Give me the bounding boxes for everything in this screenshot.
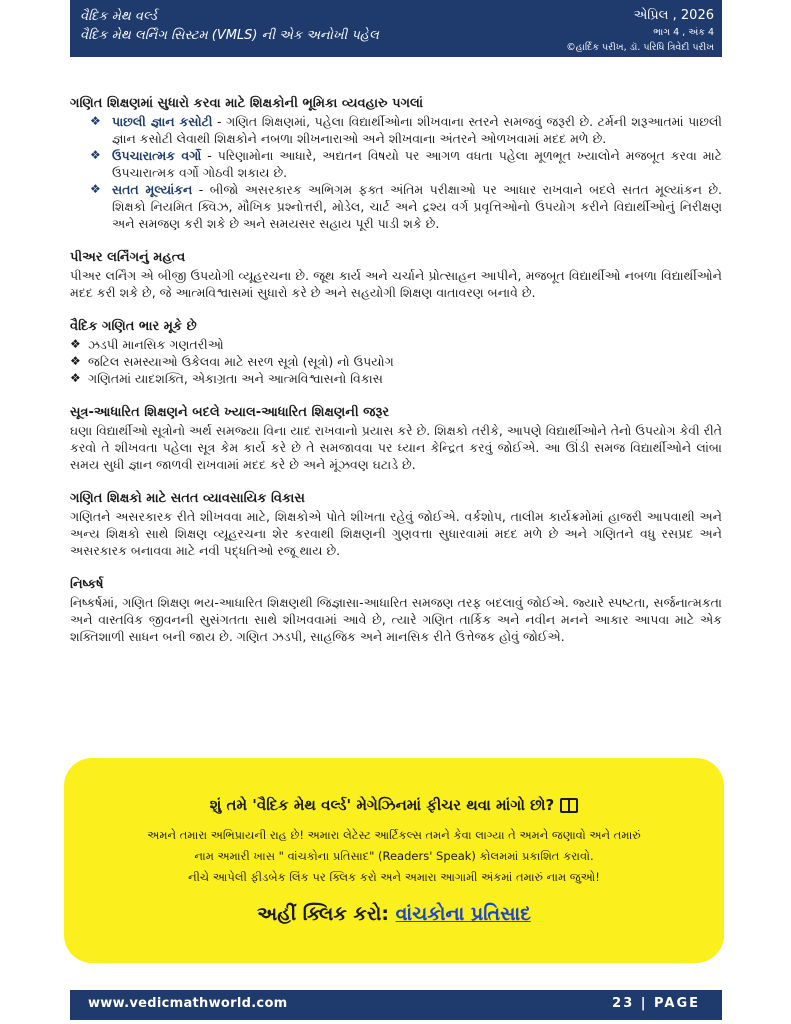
readers-speak-link[interactable]: વાંચકોના પ્રતિસાદ — [395, 903, 531, 925]
callout-body — [94, 825, 694, 888]
item-term: સતત મૂલ્યાંકન — [112, 182, 193, 197]
issue-date: એપ્રિલ , 2026 — [633, 8, 714, 23]
diamond-bullet-icon: ❖ — [90, 114, 101, 128]
item-text: - પરિણામોના આધારે, અદ્યતન વિષયો પર આગળ વધતા પહેલા મૂળભૂત ખ્યાલોને મજબૂત કરવા માટે ઉપચારાત્મક વર્ગો ગોઠવી શકાય છે. — [112, 148, 722, 180]
section-teacher-role — [70, 95, 722, 232]
diamond-bullet-icon: ❖ — [90, 182, 101, 196]
section-title: ગણિત શિક્ષણમાં સુધારો કરવા માટે શિક્ષકોની ભૂમિકા વ્યવહારુ પગલાં — [70, 96, 424, 111]
vedic-list — [70, 336, 722, 387]
section-paragraph: નિષ્કર્ષમાં, ગણિત શિક્ષણ ભય-આધારિત શિક્ષણથી જિજ્ઞાસા-આધારિત સમજણ તરફ બદલાવું જોઈએ. જ્યારે સ્પષ્ટતા, સર્જનાત્મકતા અને વાસ્તવિક જીવનની સુસંગતતા સાથે શીખવવામાં આવે છે, ત્યારે ગણિત તાર્કિક અને નવીન મનને આકાર આપવા માટે એક શક્તિશાળી સાધન બની જાય છે. ગણિત ઝડપી, સાહજિક અને માનસિક રીતે ઉત્તેજક હોવું જોઈએ. — [70, 595, 722, 644]
section-title: ગણિત શિક્ષકો માટે સતત વ્યાવસાયિક વિકાસ — [70, 491, 305, 506]
cta-prefix: અહીં ક્લિક કરો: — [257, 903, 390, 925]
section-title: પીઅર લર્નિંગનું મહત્વ — [70, 250, 186, 265]
list-item — [70, 147, 722, 181]
diamond-bullet-icon: ❖ — [70, 371, 81, 385]
section-professional-development — [70, 490, 722, 559]
page-header — [70, 0, 722, 57]
callout-line: અમને તમારા અભિપ્રાયની રાહ છે! અમારા લેટેસ્ટ આર્ટિકલ્સ તમને કેવા લાગ્યા તે અમને જણાવો અને તમારું — [147, 828, 641, 842]
section-paragraph: ઘણા વિદ્યાર્થીઓ સૂત્રોનો અર્થ સમજ્યા વિના યાદ રાખવાનો પ્રયાસ કરે છે. શિક્ષકો તરીકે, આપણે વિદ્યાર્થીઓને તેનો ઉપયોગ કેવી રીતે કરવો તે શીખવતા પહેલા સૂત્ર કેમ કાર્ય કરે છે તે સમજાવવા પર ધ્યાન કેન્દ્રિત કરવું જોઈએ. આ ઊંડી સમજ વિદ્યાર્થીઓને લાંબા સમય સુધી જ્ઞાન જાળવી રાખવામાં મદદ કરે છે અને મૂંઝવણ ઘટાડે છે. — [70, 423, 722, 472]
section-title: નિષ્કર્ષ — [70, 577, 104, 592]
list-item — [70, 181, 722, 232]
section-title: સૂત્ર-આધારિત શિક્ષણને બદલે ખ્યાલ-આધારિત શિક્ષણની જરૂર — [70, 405, 390, 420]
magazine-subtitle: વૈદિક મેથ લર્નિંગ સિસ્ટમ (VMLS) ની એક અનોખી પહેલ — [80, 28, 379, 43]
list-item — [70, 353, 722, 370]
section-title: વૈદિક ગણિત ભાર મૂકે છે — [70, 319, 197, 334]
section-conclusion — [70, 576, 722, 645]
list-item — [70, 370, 722, 387]
diamond-bullet-icon: ❖ — [70, 337, 81, 351]
callout-cta — [64, 903, 724, 925]
book-icon — [560, 798, 578, 813]
list-item — [70, 336, 722, 353]
diamond-bullet-icon: ❖ — [90, 148, 101, 162]
website-link[interactable]: www.vedicmathworld.com — [88, 996, 288, 1011]
item-text: ઝડપી માનસિક ગણતરીઓ — [88, 337, 224, 352]
item-term: પાછલી જ્ઞાન કસોટી — [112, 114, 213, 129]
header-meta — [566, 6, 714, 55]
diamond-bullet-icon: ❖ — [70, 354, 81, 368]
callout-line: નામ અમારી ખાસ " વાંચકોના પ્રતિસાદ" (Readers' Speak) કોલમમાં પ્રકાશિત કરાવો. — [194, 849, 594, 863]
item-text: - બીજો અસરકારક અભિગમ ફક્ત અંતિમ પરીક્ષાઓ પર આધાર રાખવાને બદલે સતત મૂલ્યાંકન છે. શિક્ષકો નિયમિત ક્વિઝ, મૌખિક પ્રશ્નોત્તરી, મોડેલ, ચાર્ટ અને દ્રશ્ય વર્ગ પ્રવૃત્તિઓનો ઉપયોગ કરીને વિદ્યાર્થીઓનું નિરીક્ષણ અને સમજણ કરી શકે છે અને સમયસર સહાય પૂરી પાડી શકે છે. — [112, 182, 722, 231]
callout-title-text: શું તમે 'વૈદિક મેથ વર્લ્ડ' મેગેઝિનમાં ફીચર થવા માંગો છો? — [209, 796, 555, 814]
list-item — [70, 113, 722, 147]
issue-number: ભાગ 4 , અંક 4 — [653, 27, 714, 38]
section-vedic-emphasis — [70, 318, 722, 387]
item-text: જટિલ સમસ્યાઓ ઉકેલવા માટે સરળ સૂત્રો (સૂત્રો) નો ઉપયોગ — [88, 354, 394, 369]
feedback-callout — [64, 758, 724, 963]
item-text: ગણિતમાં યાદશક્તિ, એકાગ્રતા અને આત્મવિશ્વાસનો વિકાસ — [88, 371, 383, 386]
article-body — [70, 95, 722, 645]
item-term: ઉપચારાત્મક વર્ગો — [112, 148, 202, 163]
header-title-block — [80, 7, 379, 45]
item-text: - ગણિત શિક્ષણમાં, પહેલા વિદ્યાર્થીઓના શીખવાના સ્તરને સમજવું જરૂરી છે. ટર્મની શરૂઆતમાં પાછલી જ્ઞાન કસોટી લેવાથી શિક્ષકોને નબળા શીખનારાઓ અને શીખવાના અંતરને ઓળખવામાં મદદ મળે છે. — [112, 114, 722, 146]
page-footer — [70, 990, 722, 1020]
section-paragraph: ગણિતને અસરકારક રીતે શીખવવા માટે, શિક્ષકોએ પોતે શીખતા રહેવું જોઈએ. વર્કશોપ, તાલીમ કાર્યક્રમોમાં હાજરી આપવાથી અને અન્ય શિક્ષકો સાથે શિક્ષણ વ્યૂહરચના શેર કરવાથી શિક્ષણની ગુણવત્તા સુધારવામાં મદદ મળે છે અને ગણિતને વધુ રસપ્રદ અને અસરકારક બનાવવા માટે નવી પદ્ધતિઓ રજૂ થાય છે. — [70, 509, 722, 558]
page-number: 23 | PAGE — [612, 996, 700, 1011]
section-concept-based — [70, 404, 722, 473]
magazine-title: વૈદિક મેથ વર્લ્ડ — [80, 9, 157, 24]
section-peer-learning — [70, 249, 722, 301]
authors: ©હાર્દિક પરીખ, ડૉ. પરિધિ ત્રિવેદી પરીખ — [566, 42, 714, 53]
callout-title — [64, 796, 724, 814]
callout-line: નીચે આપેલી ફીડબેક લિંક પર ક્લિક કરો અને અમારા આગામી અંકમાં તમારું નામ જુઓ! — [188, 870, 600, 884]
teacher-steps-list — [70, 113, 722, 232]
section-paragraph: પીઅર લર્નિંગ એ બીજી ઉપયોગી વ્યૂહરચના છે. જૂથ કાર્ય અને ચર્ચાને પ્રોત્સાહન આપીને, મજબૂત વિદ્યાર્થીઓ નબળા વિદ્યાર્થીઓને મદદ કરી શકે છે, જે આત્મવિશ્વાસમાં સુધારો કરે છે અને સહયોગી શિક્ષણ વાતાવરણ બનાવે છે. — [70, 268, 722, 300]
